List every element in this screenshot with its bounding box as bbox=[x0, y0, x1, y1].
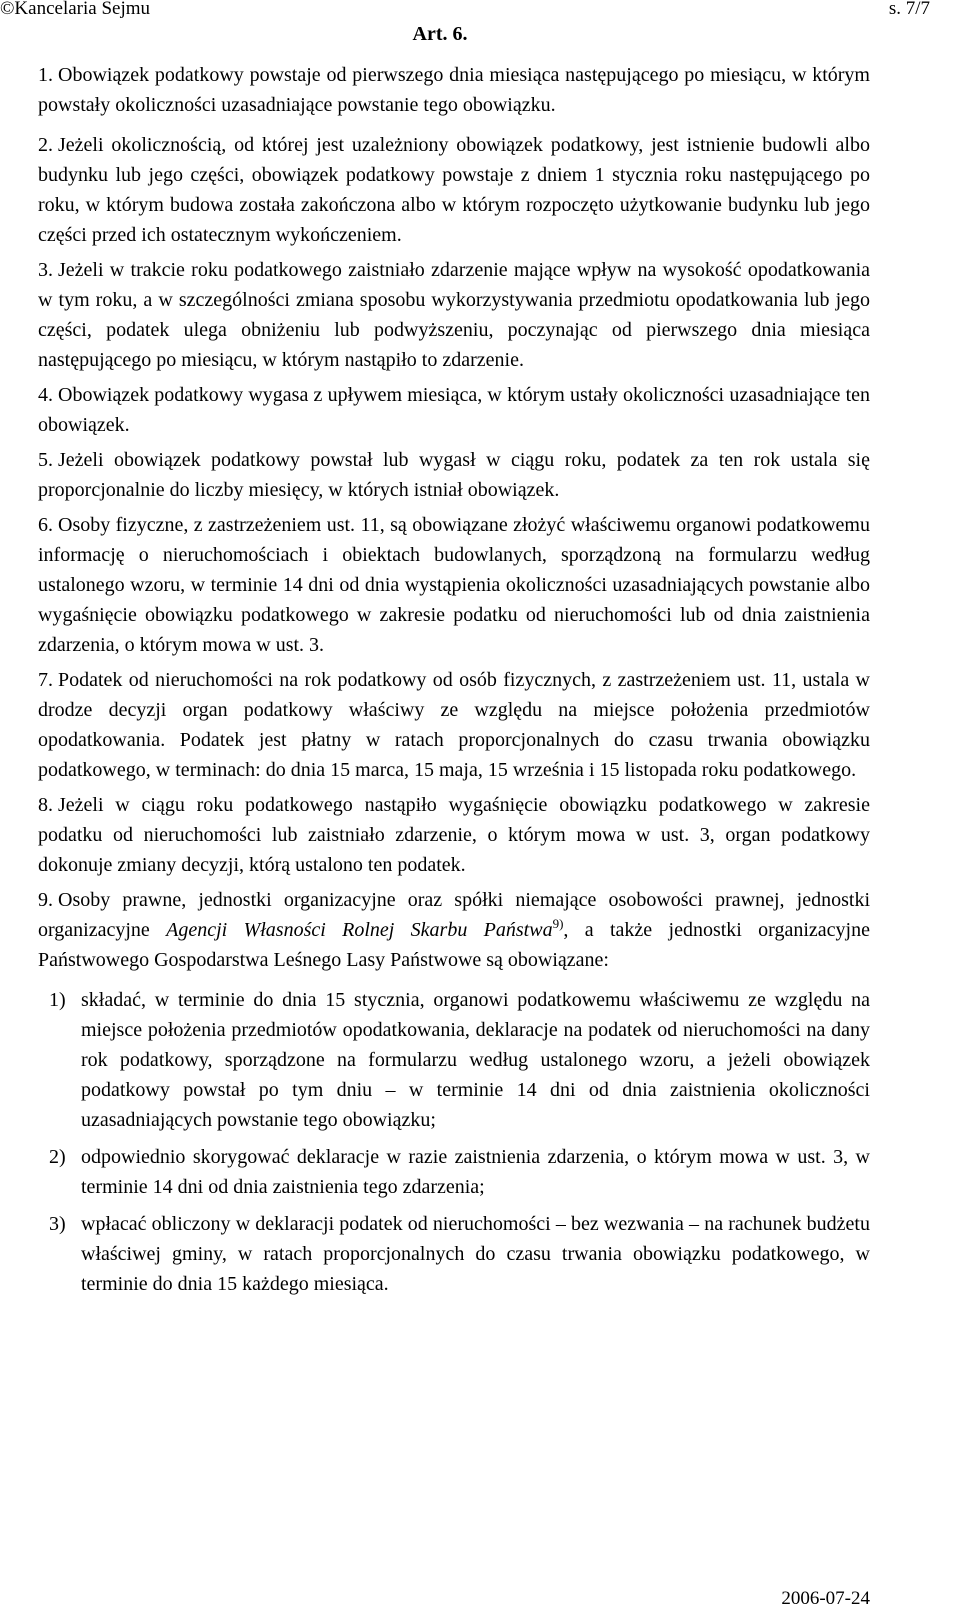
paragraph-number: 2. bbox=[38, 134, 53, 156]
paragraph-text: Jeżeli w ciągu roku podatkowego nastąpiło wygaśnięcie obowiązku podatkowego w zakresie podatku od nieruchomości lub zaistniało zdarzenie, o którym mowa w ust. 3, organ podatkowy dokonuje zmiany decyzji, którą ustalono ten podatek. bbox=[38, 794, 870, 876]
paragraph-text-before: Osoby prawne, jednostki organizacyjne oraz spółki niemające osobowości prawnej, jednostki organizacyjne bbox=[38, 889, 870, 941]
list-item-text: odpowiednio skorygować deklaracje w razie zaistnienia zdarzenia, o którym mowa w ust. 3, w terminie 14 dni od dnia zaistnienia tego zdarzenia; bbox=[81, 1146, 870, 1198]
paragraph-text: Jeżeli okolicznością, od której jest uzależniony obowiązek podatkowy, jest istnienie budowli albo budynku lub jego części, obowiązek podatkowy powstaje z dniem 1 stycznia roku następującego po roku, w którym budowa została zakończona albo w którym rozpoczęto użytkowanie budynku lub jego części przed ich ostatecznym wykończeniem. bbox=[38, 134, 870, 246]
list-item bbox=[38, 1209, 870, 1299]
paragraph-6 bbox=[38, 510, 870, 660]
paragraph-text: Jeżeli obowiązek podatkowy powstał lub wygasł w ciągu roku, podatek za ten rok ustala się proporcjonalnie do liczby miesięcy, w których istniał obowiązek. bbox=[38, 449, 870, 501]
header-copyright: ©Kancelaria Sejmu bbox=[0, 0, 151, 19]
paragraph-number: 5. bbox=[38, 449, 53, 471]
footer-date: 2006-07-24 bbox=[781, 1588, 870, 1609]
footnote-reference: 9) bbox=[552, 916, 564, 931]
paragraph-5 bbox=[38, 445, 870, 505]
paragraph-number: 8. bbox=[38, 794, 53, 816]
paragraph-2 bbox=[38, 130, 870, 250]
paragraph-8 bbox=[38, 790, 870, 880]
paragraph-1 bbox=[38, 60, 870, 120]
paragraph-7 bbox=[38, 665, 870, 785]
paragraph-9 bbox=[38, 885, 870, 975]
paragraph-number: 1. bbox=[38, 64, 53, 86]
paragraph-text: Osoby fizyczne, z zastrzeżeniem ust. 11, są obowiązane złożyć właściwemu organowi podatkowemu informację o nieruchomościach i obiektach budowlanych, sporządzoną na formularzu według ustalonego wzoru, w terminie 14 dni od dnia wystąpienia okoliczności uzasadniających powstanie albo wygaśnięcie obowiązku podatkowego w zakresie podatku od nieruchomości lub od dnia zaistnienia zdarzenia, o którym mowa w ust. 3. bbox=[38, 514, 870, 656]
list-item-number: 2) bbox=[49, 1146, 66, 1168]
paragraph-text-after: , a także jednostki organizacyjne Państwowego Gospodarstwa Leśnego Lasy Państwowe są obowiązane: bbox=[38, 919, 870, 971]
list-item-number: 3) bbox=[49, 1213, 66, 1235]
list-item bbox=[38, 985, 870, 1135]
paragraph-number: 6. bbox=[38, 514, 53, 536]
list-item-text: wpłacać obliczony w deklaracji podatek od nieruchomości – bez wezwania – na rachunek budżetu właściwej gminy, w ratach proporcjonalnych do czasu trwania obowiązku podatkowego, w terminie do dnia 15 każdego miesiąca. bbox=[81, 1213, 870, 1295]
paragraph-number: 9. bbox=[38, 889, 53, 911]
list-item bbox=[38, 1142, 870, 1202]
paragraph-4 bbox=[38, 380, 870, 440]
article-body bbox=[38, 60, 870, 1306]
paragraph-text: Obowiązek podatkowy wygasa z upływem miesiąca, w którym ustały okoliczności uzasadniające ten obowiązek. bbox=[38, 384, 870, 436]
paragraph-number: 3. bbox=[38, 259, 53, 281]
paragraph-text: Obowiązek podatkowy powstaje od pierwszego dnia miesiąca następującego po miesiącu, w którym powstały okoliczności uzasadniające powstanie tego obowiązku. bbox=[38, 64, 870, 116]
agency-name-italic: Agencji Własności Rolnej Skarbu Państwa bbox=[166, 919, 553, 941]
paragraph-text: Podatek od nieruchomości na rok podatkowy od osób fizycznych, z zastrzeżeniem ust. 11, ustala w drodze decyzji organ podatkowy właściwy ze względu na miejsce położenia przedmiotów opodatkowania. Podatek jest płatny w ratach proporcjonalnych do czasu trwania obowiązku podatkowego, w terminach: do dnia 15 marca, 15 maja, 15 września i 15 listopada roku podatkowego. bbox=[38, 669, 870, 781]
header-page-number: s. 7/7 bbox=[888, 0, 930, 19]
paragraph-text: Jeżeli w trakcie roku podatkowego zaistniało zdarzenie mające wpływ na wysokość opodatkowania w tym roku, a w szczególności zmiana sposobu wykorzystywania przedmiotu opodatkowania lub jego części, podatek ulega obniżeniu lub podwyższeniu, poczynając od pierwszego dnia miesiąca następującego po miesiącu, w którym nastąpiło to zdarzenie. bbox=[38, 259, 870, 371]
list-item-number: 1) bbox=[49, 989, 66, 1011]
list-item-text: składać, w terminie do dnia 15 stycznia, organowi podatkowemu właściwemu ze względu na miejsce położenia przedmiotów opodatkowania, deklaracje na podatek od nieruchomości na dany rok podatkowy, sporządzone na formularzu według ustalonego wzoru, a jeżeli obowiązek podatkowy powstał po tym dniu – w terminie 14 dni od dnia zaistnienia okoliczności uzasadniających powstanie tego obowiązku; bbox=[81, 989, 870, 1131]
article-title: Art. 6. bbox=[412, 23, 468, 45]
paragraph-number: 7. bbox=[38, 669, 53, 691]
paragraph-3 bbox=[38, 255, 870, 375]
obligations-list bbox=[38, 985, 870, 1299]
paragraph-number: 4. bbox=[38, 384, 53, 406]
